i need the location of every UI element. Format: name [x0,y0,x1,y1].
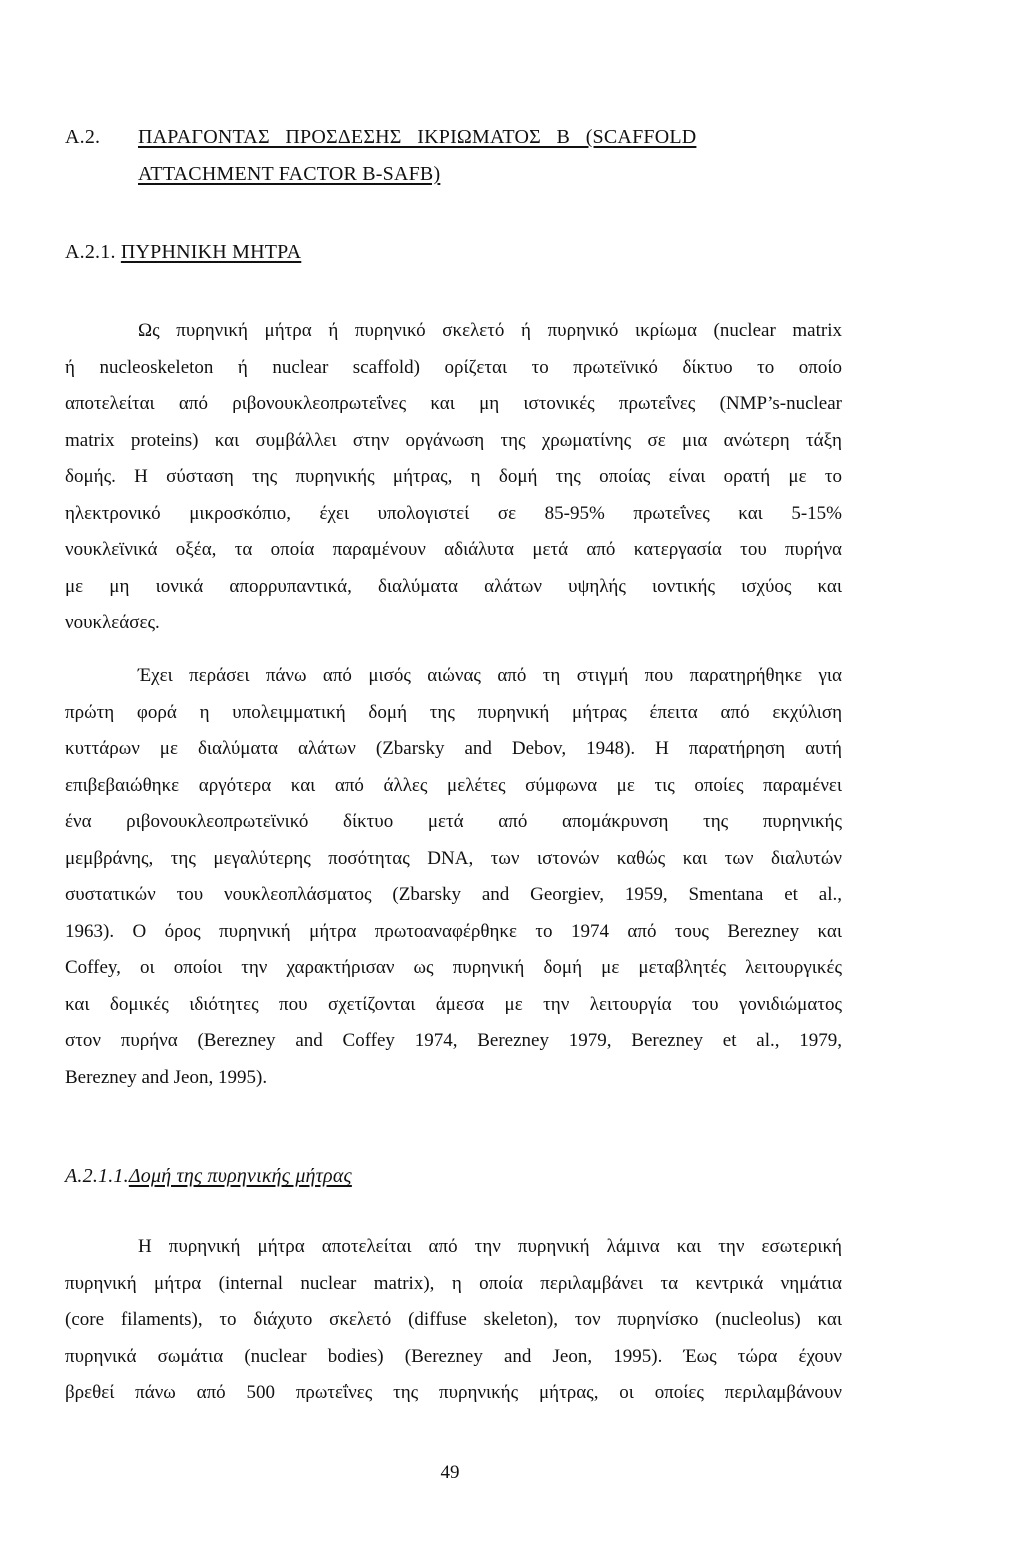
paragraph-line: Coffey, οι οποίοι την χαρακτήρισαν ως πυρηνική δομή με μεταβλητές λειτουργικές [65,957,842,978]
paragraph-line: Berezney and Jeon, 1995). [65,1066,268,1088]
subsubsection-title: Δομή της πυρηνικής μήτρας [128,1165,352,1187]
paragraph-nuclear-matrix-definition [65,313,842,642]
subsection-title: ΠΥΡΗΝΙΚΗ ΜΗΤΡΑ [120,241,302,263]
subsubsection-number: Α.2.1.1. [65,1165,129,1187]
paragraph-line: ή nucleoskeleton ή nuclear scaffold) ορίζεται το πρωτεϊνικό δίκτυο το οποίο [65,356,842,378]
paragraph-line: επιβεβαιώθηκε αργότερα και από άλλες μελέτες σύμφωνα με τις οποίες παραμένει [65,774,842,796]
paragraph-line: matrix proteins) και συμβάλλει στην οργάνωση της χρωματίνης σε μια ανώτερη τάξη [65,429,842,451]
paragraph-line: βρεθεί πάνω από 500 πρωτεΐνες της πυρηνικής μήτρας, οι οποίες περιλαμβάνουν [65,1382,842,1403]
subsection-number: Α.2.1. [65,241,116,263]
section-title-line-2: ATTACHMENT FACTOR B-SAFB) [138,163,441,185]
paragraph-line: 1963). Ο όρος πυρηνική μήτρα πρωτοαναφέρθηκε το 1974 από τους Berezney και [65,920,842,942]
paragraph-line: συστατικών του νουκλεοπλάσματος (Zbarsky and Georgiev, 1959, Smentana et al., [65,884,842,905]
paragraph-line: ηλεκτρονικό μικροσκόπιο, έχει υπολογιστεί σε 85-95% πρωτεΐνες και 5-15% [65,502,842,524]
paragraph-line: κυττάρων με διαλύματα αλάτων (Zbarsky and Debov, 1948). Η παρατήρηση αυτή [65,738,842,759]
section-number: Α.2. [65,126,101,148]
paragraph-line: πρώτη φορά η υπολειμματική δομή της πυρηνική μήτρας έπειτα από εκχύλιση [65,701,842,723]
paragraph-line: πυρηνική μήτρα (internal nuclear matrix), η οποία περιλαμβάνει τα κεντρικά νημάτια [65,1272,842,1294]
paragraph-line: Έχει περάσει πάνω από μισός αιώνας από τη στιγμή που παρατηρήθηκε για [138,665,842,686]
paragraph-line: νουκλεϊνικά οξέα, τα οποία παραμένουν αδιάλυτα μετά από κατεργασία του πυρήνα [65,539,842,560]
paragraph-line: Ως πυρηνική μήτρα ή πυρηνικό σκελετό ή πυρηνικό ικρίωμα (nuclear matrix [138,320,842,341]
paragraph-line: (core filaments), το διάχυτο σκελετό (diffuse skeleton), τον πυρηνίσκο (nucleolus) και [65,1309,842,1330]
paragraph-line: αποτελείται από ριβονουκλεοπρωτεΐνες και μη ιστονικές πρωτεΐνες (NMP’s-nuclear [65,393,842,414]
paragraph-line: στον πυρήνα (Berezney and Coffey 1974, Berezney 1979, Berezney et al., 1979, [65,1030,842,1051]
paragraph-line: δομής. Η σύσταση της πυρηνικής μήτρας, η δομή της οποίας είναι ορατή με το [65,466,842,487]
paragraph-history [65,658,842,1096]
subsection-heading-a21 [65,241,301,264]
paragraph-line: νουκλεάσες. [65,612,160,633]
page-number: 49 [440,1462,460,1483]
subsubsection-heading-a211 [65,1165,352,1188]
paragraph-line: και δομικές ιδιότητες που σχετίζονται άμεσα με την λειτουργία του γονιδιώματος [65,993,842,1015]
section-heading-a2 [65,126,696,149]
paragraph-line: Η πυρηνική μήτρα αποτελείται από την πυρηνική λάμινα και την εσωτερική [138,1236,842,1257]
section-title-line-1: ΠΑΡΑΓΟΝΤΑΣ ΠΡΟΣΔΕΣΗΣ ΙΚΡΙΩΜΑΤΟΣ Β (SCAFFOLD [138,126,697,148]
paragraph-line: με μη ιονικά απορρυπαντικά, διαλύματα αλάτων υψηλής ιοντικής ισχύος και [65,575,842,597]
paragraph-line: πυρηνικά σωμάτια (nuclear bodies) (Berezney and Jeon, 1995). Έως τώρα έχουν [65,1345,842,1367]
paragraph-structure [65,1229,842,1412]
paragraph-line: ένα ριβονουκλεοπρωτεϊνικό δίκτυο μετά από απομάκρυνση της πυρηνικής [65,811,842,832]
paragraph-line: μεμβράνης, της μεγαλύτερης ποσότητας DNA, των ιστονών καθώς και των διαλυτών [65,847,842,869]
